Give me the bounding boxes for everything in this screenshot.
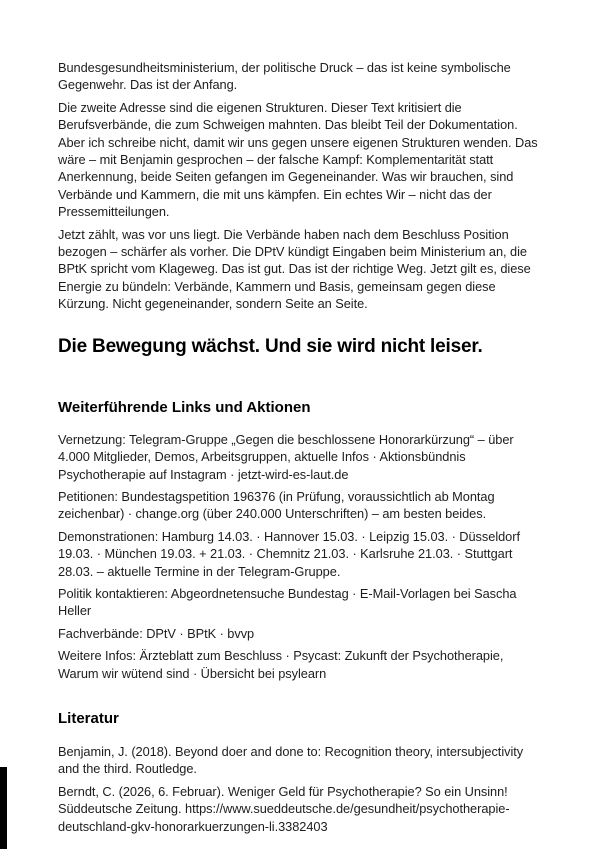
paragraph-jetzt-zaehlt: Jetzt zählt, was vor uns liegt. Die Verbände haben nach dem Beschluss Position bezogen – schärfer als vorher. Die DPtV kündigt Eingaben beim Ministerium an, die BPtK spricht vom Klageweg. Das ist gut. Das ist der richtige Weg. Jetzt gilt es, diese Energie zu bündeln: Verbände, Kammern und Basis, gemeinsam gegen diese Kürzung. Nicht gegeneinander, sondern Seite an Seite. xyxy=(58,226,531,312)
literature-section xyxy=(58,743,546,835)
literature-section-heading: Literatur xyxy=(58,709,119,727)
links-item-politik-kontaktieren: Politik kontaktieren: Abgeordnetensuche Bundestag · E-Mail-Vorlagen bei Sascha Heller xyxy=(58,585,517,619)
links-item-petitionen: Petitionen: Bundestagspetition 196376 (in Prüfung, voraussichtlich ab Montag zeichenbar) · change.org (über 240.000 Unterschriften) – am besten beides. xyxy=(58,488,495,522)
links-item-fachverbaende: Fachverbände: DPtV · BPtK · bvvp xyxy=(58,625,255,641)
links-item-weitere-infos: Weitere Infos: Ärzteblatt zum Beschluss · Psycast: Zukunft der Psychotherapie, Warum wir wütend sind · Übersicht bei psylearn xyxy=(58,648,504,681)
paragraph-eigene-strukturen: Die zweite Adresse sind die eigenen Strukturen. Dieser Text kritisiert die Berufsverbände, die zum Schweigen mahnten. Das bleibt Teil der Dokumentation. Aber ich schreibe nicht, damit wir uns gegen unsere eigenen Strukturen wenden. Das wäre – mit Benjamin gesprochen – der falsche Kampf: Komplementarität statt Anerkennung, beide Seiten gefangen im Gegeneinander. Was wir brauchen, sind Verbände und Kammern, die mit uns kämpfen. Ein echtes Wir – nicht das der Pressemitteilungen. xyxy=(58,99,538,220)
section-headline: Die Bewegung wächst. Und sie wird nicht leiser. xyxy=(58,335,483,357)
intro-section xyxy=(58,59,546,313)
links-item-demonstrationen: Demonstrationen: Hamburg 14.03. · Hannover 15.03. · Leipzig 15.03. · Düsseldorf 19.03. · München 19.03. + 21.03. · Chemnitz 21.03. · Karlsruhe 21.03. · Stuttgart 28.03. – aktuelle Termine in der Telegram-Gruppe. xyxy=(58,528,520,579)
page-edge-mark xyxy=(0,767,7,849)
paragraph-ministerium: Bundesgesundheitsministerium, der politische Druck – das ist keine symbolische Gegenwehr. Das ist der Anfang. xyxy=(58,60,511,93)
links-section xyxy=(58,431,546,682)
reference-berndt: Berndt, C. (2026, 6. Februar). Weniger Geld für Psychotherapie? So ein Unsinn! Süddeutsche Zeitung. https://www.sueddeutsche.de/gesundheit/psychotherapie-deutschland-gkv-honorarkuerzungen-li.3382403 xyxy=(58,783,510,834)
links-section-heading: Weiterführende Links und Aktionen xyxy=(58,398,311,416)
reference-benjamin: Benjamin, J. (2018). Beyond doer and done to: Recognition theory, intersubjectivity and the third. Routledge. xyxy=(58,743,524,777)
links-item-vernetzung: Vernetzung: Telegram-Gruppe „Gegen die beschlossene Honorarkürzung“ – über 4.000 Mitglieder, Demos, Arbeitsgruppen, aktuelle Infos · Aktionsbündnis Psychotherapie auf Instagram · jetzt-wird-es-laut.de xyxy=(58,431,514,482)
